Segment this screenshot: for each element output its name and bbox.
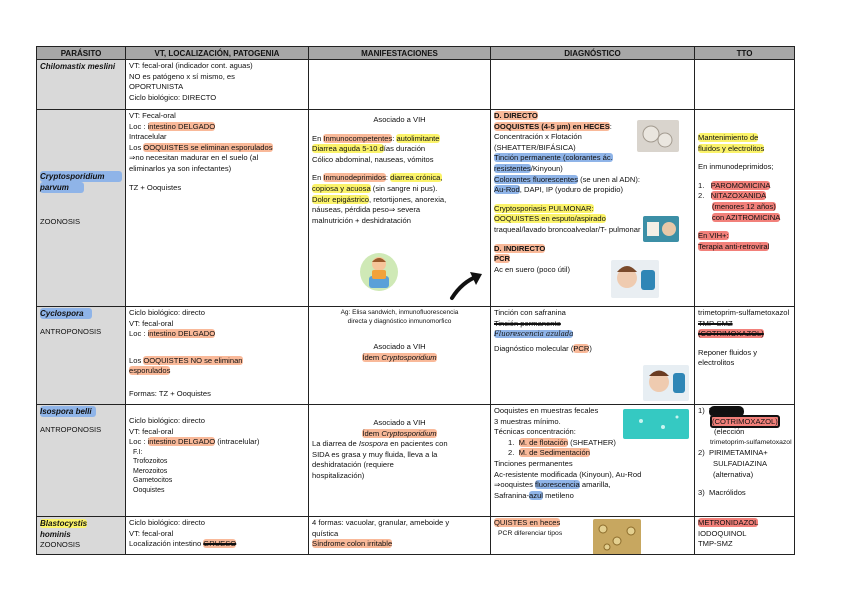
text-line: traqueal/lavado broncoalveolar/T- pulmonar — [494, 224, 641, 234]
list-number: 1. — [508, 437, 515, 447]
text: amarilla, — [579, 480, 611, 490]
text-line: Tinción con safranina — [494, 308, 566, 317]
header-row — [37, 47, 795, 60]
highlight: OOQUISTES se eliminan esporulados — [143, 142, 273, 152]
text-line: Intracelular — [129, 132, 167, 142]
zoonosis-label: ZOONOSIS — [40, 217, 81, 226]
highlight: intestino DELGADO — [147, 437, 216, 447]
text-line: Tinciones permanentes — [494, 458, 573, 468]
text: Diagnóstico molecular ( — [494, 343, 574, 353]
text-line: trimetoprim-sulfametoxazol — [710, 438, 792, 446]
text-line: Ciclo biológico: directo — [129, 416, 205, 425]
parasite-name-2: hominis — [40, 530, 71, 539]
text-line: 4 formas: vacuolar, granular, ameboide y — [312, 518, 450, 527]
text: /Kinyoun) — [530, 163, 563, 173]
highlight: Inmunodeprimidos — [323, 173, 386, 183]
text-line: Gametocitos — [133, 477, 173, 485]
header-vt: VT, LOCALIZACIÓN, PATOGENIA — [126, 47, 309, 60]
list-number: 1) — [698, 406, 705, 415]
highlight: Tinción permanente (colorantes ác. — [494, 153, 613, 163]
text-line: VT: fecal-oral (indicador cont. aguas) — [129, 61, 253, 70]
text-line: Ciclo biológico: DIRECTO — [129, 92, 217, 102]
parasite-isospora — [37, 405, 126, 517]
text-line: Ooquistes — [133, 486, 165, 494]
text: Los — [129, 355, 144, 365]
arrow-icon — [448, 268, 488, 302]
text: : — [392, 133, 397, 143]
highlight: M. de flotación — [518, 437, 568, 447]
text-line: quística — [312, 528, 339, 538]
text: (sin sangre ni pus). — [370, 183, 438, 193]
parasite-table — [36, 46, 795, 555]
text-line: electrolitos — [698, 358, 735, 368]
text: (SHEATHER) — [567, 437, 616, 447]
text-line: Ac-resistente modificada (Kinyoun), Au-Rod — [494, 469, 642, 479]
text-line: ⇒no necesitan madurar en el suelo (al — [129, 153, 259, 163]
text: metileno — [542, 490, 574, 500]
text-line: (SHEATTER/BIFÁSICA) — [494, 142, 576, 152]
header-tto: TTO — [695, 47, 795, 60]
text-line: Ag: Elisa sandwich, inmunofluorescencia — [340, 309, 459, 316]
vt-cell — [126, 110, 309, 307]
row-blastocystis — [37, 517, 795, 555]
text: (intracelular) — [215, 437, 260, 447]
highlight: D. DIRECTO — [494, 111, 538, 120]
row-cyclospora — [37, 307, 795, 405]
text-line: Técnicas concentración: — [494, 427, 576, 437]
diag-cell — [491, 517, 695, 555]
highlight: Fluorescencia azulada — [494, 330, 574, 339]
text: Safranina- — [494, 490, 530, 500]
text-line: trimetoprim-sulfametoxazol — [698, 308, 790, 317]
vt-cell — [126, 60, 309, 110]
list-number: 3) — [698, 488, 705, 498]
child-toilet-illustration — [359, 250, 399, 292]
highlight: PAROMOMICINA — [710, 180, 771, 190]
text-line: directa y diagnóstico inmunomorfico — [347, 318, 452, 325]
highlight: copiosa y acuosa — [312, 183, 371, 193]
text-line: VT: Fecal-oral — [129, 111, 176, 120]
text: (se unen al ADN): — [578, 174, 641, 184]
highlight: con AZITROMICINA — [712, 212, 781, 222]
text: Ídem — [362, 428, 382, 438]
parasite-name: Cryptosporidium — [40, 171, 122, 182]
highlight: METRONIDAZOL — [698, 518, 759, 527]
list-number: 2. — [508, 448, 515, 458]
cyst-micrograph — [593, 519, 641, 555]
highlight: Inmunocompetentes — [323, 133, 393, 143]
parasite-name: Chilomastix meslini — [40, 62, 116, 71]
highlight: Síndrome colon irritable — [312, 539, 393, 549]
text: ) — [589, 343, 592, 353]
text-line: NO es patógeno x sí mismo, es — [129, 71, 235, 81]
highlight: intestino DELGADO — [147, 121, 216, 131]
highlight: Terapia anti-retroviral — [698, 241, 770, 251]
text: Loc : — [129, 121, 148, 131]
text: PIRIMETAMINA+ — [709, 448, 768, 458]
list-number: 1. — [698, 180, 705, 190]
highlight: OOQUISTES en esputo/aspirado — [494, 214, 606, 224]
parasite-name: Isospora belli — [40, 406, 96, 417]
molecular-diagnosis-photo — [643, 365, 689, 401]
manif-cell — [309, 405, 491, 517]
text-line: SULFADIAZINA — [713, 458, 768, 468]
text: Loc : — [129, 329, 148, 339]
diag-cell — [491, 307, 695, 405]
text-line: Merozoitos — [133, 467, 168, 475]
oocyst-micrograph — [637, 120, 679, 152]
text: : — [385, 173, 391, 183]
row-chilomastix — [37, 60, 795, 110]
text-line: IODOQUINOL — [698, 528, 747, 538]
text: en pacientes con — [388, 439, 448, 449]
tto-cell — [695, 110, 795, 307]
text-line: Ac en suero (poco útil) — [494, 264, 570, 274]
diag-cell — [491, 405, 695, 517]
parasite-blastocystis — [37, 517, 126, 555]
text-line: (alternativa) — [713, 469, 754, 479]
highlight: autolimitante — [396, 133, 440, 143]
highlight: PCR — [573, 343, 590, 353]
highlight: Mantenimiento de — [698, 133, 759, 142]
text-line: Tinción permanente — [494, 318, 561, 328]
text-line: hospitalización) — [312, 470, 365, 480]
highlight: (COTRIMOXAZOL) — [712, 416, 778, 426]
manif-cell — [309, 517, 491, 555]
text-line: TMP-SMZ — [698, 539, 733, 549]
oocyst-fluorescence-image — [623, 409, 689, 439]
text-line: PCR diferenciar tipos — [498, 529, 563, 537]
text-line: eliminarlos ya son infectantes) — [129, 163, 232, 173]
header-manifestaciones: MANIFESTACIONES — [309, 47, 491, 60]
text-line: F.I: — [133, 448, 143, 456]
text-line: Formas: TZ + Ooquistes — [129, 388, 211, 398]
text-line: VT: fecal-oral — [129, 528, 174, 538]
text-line: SIDA es grasa y muy fluida, lleva a la — [312, 449, 438, 459]
text-line: Reponer fluidos y — [698, 347, 758, 357]
text: , retortijones, anorexia, — [368, 194, 447, 204]
text-line: En inmunodeprimidos; — [698, 162, 774, 172]
text: Macrólidos — [709, 488, 746, 498]
text: En — [312, 133, 324, 143]
text-line: Trofozoitos — [133, 458, 168, 466]
row-isospora — [37, 405, 795, 517]
pcr-swab-photo — [611, 260, 659, 298]
highlight: OOQUISTES NO se eliminan — [143, 355, 243, 365]
row-cryptosporidium — [37, 110, 795, 307]
text: ⇒ooquistes — [494, 480, 535, 490]
highlight: resistentes — [494, 163, 531, 173]
vt-cell — [126, 405, 309, 517]
text-line: Ciclo biológico: directo — [129, 308, 205, 317]
header-diagnostico: DIAGNÓSTICO — [491, 47, 695, 60]
vt-cell — [126, 307, 309, 405]
diag-cell — [491, 60, 695, 110]
highlight: OOQUISTES (4-5 µm) en HECES — [494, 121, 610, 131]
text-line: VT: fecal-oral — [129, 426, 174, 436]
manif-cell — [309, 307, 491, 405]
text: Localización intestino — [129, 539, 204, 549]
antroponosis-label: ANTROPONOSIS — [40, 425, 102, 434]
highlight: En VIH+: — [698, 231, 729, 241]
highlight: intestino DELGADO — [147, 329, 216, 339]
text-line: Ooquistes en muestras fecales — [494, 406, 599, 415]
list-number: 2. — [698, 191, 705, 201]
text-line: náuseas, pérdida peso⇒ severa — [312, 205, 421, 215]
highlight: M. de Sedimentación — [518, 448, 590, 458]
highlight: fluorescencia — [534, 480, 580, 490]
text: La diarrea de — [312, 439, 359, 449]
text-line: VT: fecal-oral — [129, 318, 174, 328]
text-line: malnutrición + deshidratación — [312, 215, 411, 225]
zoonosis-label: ZOONOSIS — [40, 540, 81, 549]
text-line: (elección — [714, 427, 745, 437]
tto-cell — [695, 405, 795, 517]
text-line: deshidratación (requiere — [312, 460, 394, 470]
text: Isospora — [358, 439, 389, 449]
text-line: Concentración x Flotación — [494, 132, 582, 142]
text: : — [609, 121, 612, 131]
text-line: Asociado a VIH — [373, 418, 426, 427]
diag-cell — [491, 110, 695, 307]
text: Loc : — [129, 437, 148, 447]
parasite-cryptosporidium — [37, 110, 126, 307]
antroponosis-label: ANTROPONOSIS — [40, 327, 102, 336]
highlight: D. INDIRECTO — [494, 243, 546, 253]
parasite-name: Cyclospora — [40, 308, 92, 319]
text: Los — [129, 142, 144, 152]
parasite-name: Blastocystis — [40, 519, 88, 528]
highlight: Colorantes fluorescentes — [494, 174, 578, 184]
manif-cell — [309, 60, 491, 110]
highlight: QUISTES en heces — [494, 518, 561, 527]
highlight: Cryptosporiasis PULMONAR: — [494, 203, 594, 213]
highlight: diarrea crónica, — [390, 173, 443, 183]
highlight: NITAZOXANIDA — [710, 191, 767, 201]
text-line: Cólico abdominal, nauseas, vómitos — [312, 154, 434, 164]
parasite-name-2: parvum — [40, 182, 84, 193]
list-number: 2) — [698, 448, 705, 458]
highlight: Au-Rod — [494, 185, 520, 195]
highlight: GRUESO — [203, 539, 237, 549]
text-line: Ciclo biológico: directo — [129, 518, 205, 527]
text-line: TMP-SMZ — [698, 318, 733, 328]
scribbled-text: TMP-SMZ — [709, 406, 744, 415]
text-line: OPORTUNISTA — [129, 82, 184, 92]
text-line: 3 muestras mínimo. — [494, 416, 561, 426]
parasite-cyclospora — [37, 307, 126, 405]
text: , DAPI, IP (yoduro de propidio) — [519, 185, 624, 195]
highlight: Diarrea aguda 5-10 d — [312, 144, 384, 154]
highlight: fluidos y electrolitos — [698, 143, 765, 153]
sputum-sample-image — [643, 216, 679, 242]
header-parasito: PARÁSITO — [37, 47, 126, 60]
text: ías duración — [383, 144, 426, 154]
text-line: TZ + Ooquistes — [129, 182, 182, 192]
tto-cell — [695, 60, 795, 110]
highlight: Cryptosporidium — [381, 428, 437, 438]
tto-cell — [695, 307, 795, 405]
highlight: (COTRIMOXAZOL) — [698, 329, 764, 339]
text: En — [312, 173, 324, 183]
text-line: Asociado a VIH — [373, 342, 426, 351]
tto-cell — [695, 517, 795, 555]
highlight: Dolor epigástrico — [312, 194, 369, 204]
text-line: Asociado a VIH — [373, 115, 426, 124]
highlight: azul — [529, 490, 543, 500]
highlight: Cryptosporidium — [381, 352, 437, 362]
highlight: esporulados — [129, 366, 171, 376]
highlight: (menores 12 años) — [712, 201, 776, 211]
highlight: PCR — [494, 254, 511, 264]
parasite-chilomastix — [37, 60, 126, 110]
vt-cell — [126, 517, 309, 555]
text: Ídem — [362, 352, 382, 362]
